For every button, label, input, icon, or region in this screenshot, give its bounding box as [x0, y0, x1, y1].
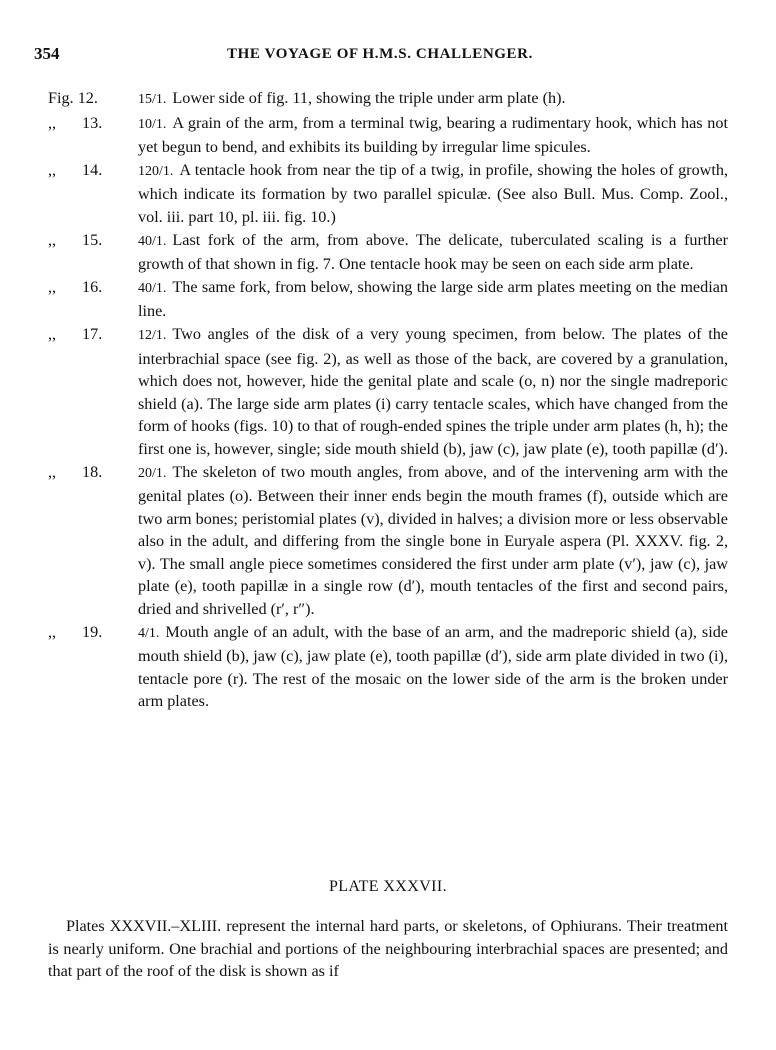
ditto-mark: ,, [48, 324, 57, 343]
running-head: THE VOYAGE OF H.M.S. CHALLENGER. [227, 46, 533, 62]
figure-label: 14. [82, 160, 103, 179]
figure-entry [48, 229, 728, 276]
ditto-mark: ,, [48, 230, 57, 249]
figure-label: Fig. 12. [48, 89, 98, 107]
figure-entry [48, 323, 728, 461]
ditto-mark: ,, [48, 113, 57, 132]
figure-label: 18. [82, 462, 103, 481]
figure-text: Last fork of the arm, from above. The delicate, tuberculated scaling is a further growth of that shown in fig. 7. One tentacle hook may be seen on each side arm plate. [138, 230, 728, 274]
plate-title: PLATE XXXVII. [328, 878, 448, 895]
magnification: 12/1. [138, 327, 167, 343]
figure-entry [48, 112, 728, 159]
figure-label: 15. [82, 230, 103, 249]
figure-text: Lower side of fig. 11, showing the triple under arm plate (h). [172, 89, 566, 107]
figure-text: Mouth angle of an adult, with the base of an arm, and the madreporic shield (a), side mouth shield (b), jaw (c), jaw plate (e), tooth papillæ (d′), side arm plate divided in two (i), tentacle pore (r). The rest of the mosaic on the lower side of the arm is the broken under arm plates. [138, 622, 728, 711]
figure-text: The skeleton of two mouth angles, from above, and of the intervening arm with the genital plates (o). Between their inner ends begin the mouth frames (f), outside which are two arm bones; peristomial plates (v), divided in halves; a division more or less observable also in the adult, and differing from the single bone in Euryale aspera (Pl. XXXV. fig. 2, v). The small angle piece sometimes considered the first under arm plate (v′), jaw (c), jaw plate (e), tooth papillæ in a single row (d′), mouth tentacles of the first and second pairs, dried and shrivelled (r′, r″). [138, 462, 728, 619]
figure-label: 16. [82, 277, 103, 296]
magnification: 4/1. [138, 625, 160, 641]
intro-paragraph: Plates XXXVII.–XLIII. represent the internal hard parts, or skeletons, of Ophiurans. Their treatment is nearly uniform. One brachial and portions of the neighbouring interbrachial spaces are presented; and that part of the roof of the disk is shown as if [48, 917, 728, 981]
page-header [34, 44, 726, 68]
magnification: 20/1. [138, 465, 167, 481]
magnification: 15/1. [138, 92, 167, 107]
magnification: 10/1. [138, 116, 167, 132]
figure-entry [48, 87, 728, 112]
figure-label: 17. [82, 324, 103, 343]
figure-text: Two angles of the disk of a very young specimen, from below. The plates of the interbrachial space (see fig. 2), as well as those of the back, are covered by a granulation, which does not, however, hide the genital plate and scale (o, n) nor the single madreporic shield (a). The large side arm plates (i) carry tentacle scales, which have changed from the form of hooks (figs. 10) to that of rough-ended spines the triple under arm plates (h, h); the first one is, however, single; side mouth shield (b), jaw (c), jaw plate (e), tooth papillæ (d′). [138, 324, 728, 458]
figure-entry [48, 276, 728, 323]
figure-entry [48, 461, 728, 621]
page-number: 354 [34, 44, 60, 63]
figure-text: The same fork, from below, showing the large side arm plates meeting on the median line. [138, 277, 728, 321]
figure-text: A tentacle hook from near the tip of a twig, in profile, showing the holes of growth, which indicate its formation by two parallel spiculæ. (See also Bull. Mus. Comp. Zool., vol. iii. part 10, pl. iii. fig. 10.) [138, 160, 728, 226]
figure-label: 19. [82, 622, 103, 641]
magnification: 120/1. [138, 163, 174, 179]
figure-entry [48, 621, 728, 713]
figure-text: A grain of the arm, from a terminal twig, bearing a rudimentary hook, which has not yet begun to bend, and exhibits its building by irregular lime spicules. [138, 113, 728, 157]
ditto-mark: ,, [48, 277, 57, 296]
figure-entry [48, 159, 728, 229]
ditto-mark: ,, [48, 462, 57, 481]
ditto-mark: ,, [48, 160, 57, 179]
magnification: 40/1. [138, 280, 167, 296]
figure-label: 13. [82, 113, 103, 132]
figure-captions [48, 87, 728, 713]
ditto-mark: ,, [48, 622, 57, 641]
magnification: 40/1. [138, 233, 167, 249]
